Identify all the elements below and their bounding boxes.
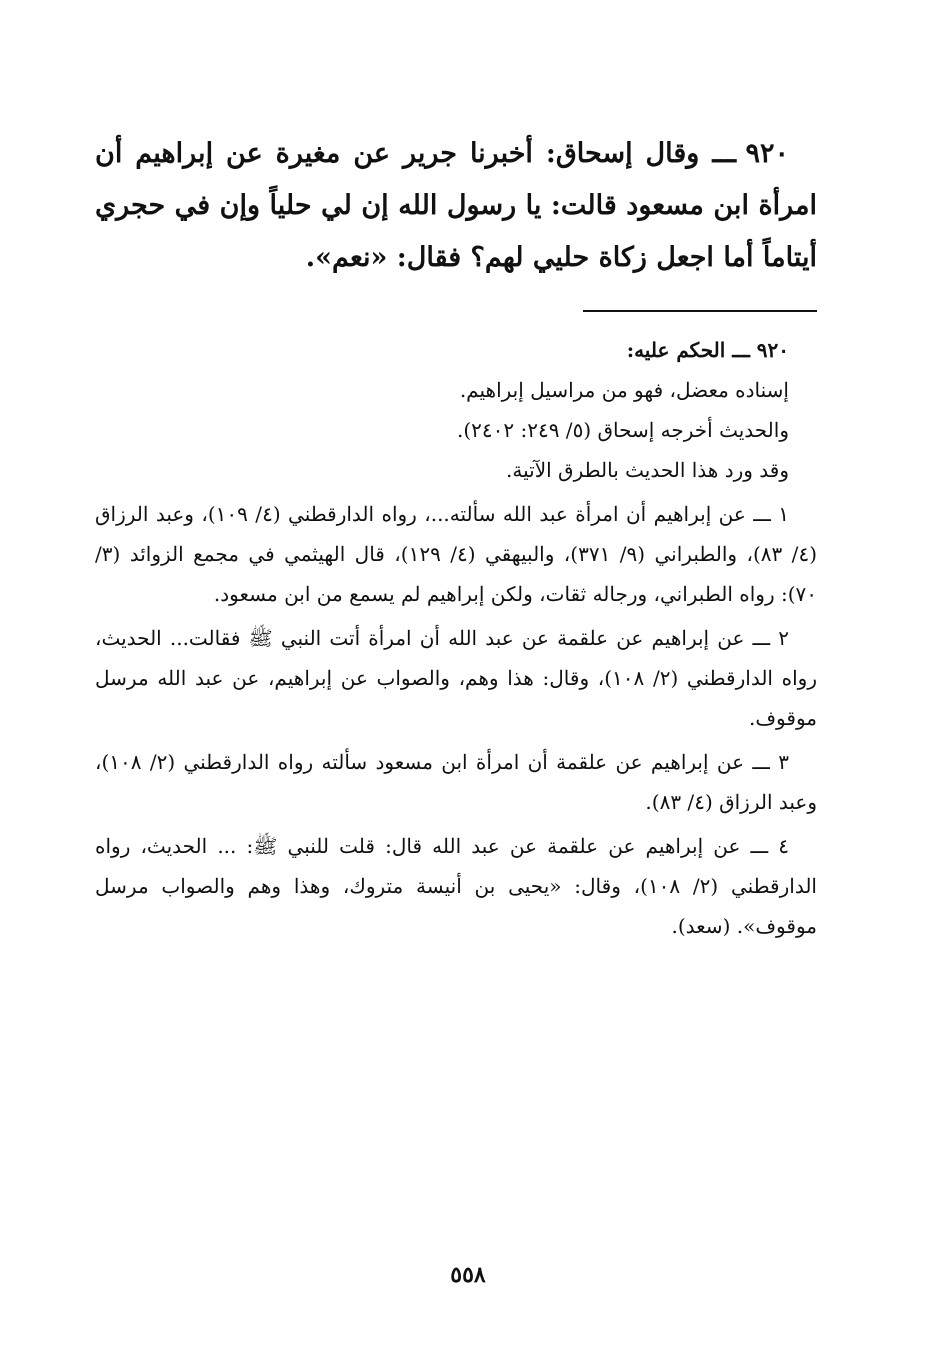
footnote-item-2: ٢ ـــ عن إبراهيم عن علقمة عن عبد الله أن امرأة أتت النبي ﷺ فقالت... الحديث، رواه الدارقطني (٢/ ١٠٨)، وقال: هذا وهم، والصواب عن إبراهيم، عن عبد الله مرسل موقوف.	[95, 626, 817, 730]
hadith-body: وقال إسحاق: أخبرنا جرير عن مغيرة عن إبراهيم أن امرأة ابن مسعود قالت: يا رسول الله إن لي حلياً وإن في حجري أيتاماً أما اجعل زكاة حليي لهم؟ فقال: «نعم».	[95, 138, 817, 273]
footnote-line: وقد ورد هذا الحديث بالطرق الآتية.	[506, 458, 789, 482]
footnote-item-1: ١ ـــ عن إبراهيم أن امرأة عبد الله سألته...، رواه الدارقطني (٤/ ١٠٩)، وعبد الرزاق (٤/ ٨٣)، والطبراني (٩/ ٣٧١)، والبيهقي (٤/ ١٢٩)، قال الهيثمي في مجمع الزوائد (٣/ ٧٠): رواه الطبراني، ورجاله ثقات، ولكن إبراهيم لم يسمع من ابن مسعود.	[95, 502, 817, 606]
footnote-item-4: ٤ ـــ عن إبراهيم عن علقمة عن عبد الله قال: قلت للنبي ﷺ: ... الحديث، رواه الدارقطني (٢/ ١٠٨)، وقال: «يحيى بن أنيسة متروك، وهذا وهم والصواب مرسل موقوف». (سعد).	[95, 834, 817, 938]
page-number: ٥٥٨	[450, 1262, 486, 1288]
footnote-line: والحديث أخرجه إسحاق (٥/ ٢٤٩: ٢٤٠٢).	[456, 418, 789, 442]
footnote-item-3: ٣ ـــ عن إبراهيم عن علقمة أن امرأة ابن مسعود سألته رواه الدارقطني (٢/ ١٠٨)، وعبد الرزاق (٤/ ٨٣).	[95, 750, 817, 814]
footnote-heading: ٩٢٠ ـــ الحكم عليه:	[626, 338, 789, 362]
footnote-section	[95, 330, 817, 946]
document-page	[95, 128, 817, 1308]
hadith-text	[95, 128, 817, 284]
hadith-number: ٩٢٠ ـــ	[712, 138, 789, 169]
footnote-line: إسناده معضل، فهو من مراسيل إبراهيم.	[459, 378, 789, 402]
footnote-divider	[583, 310, 817, 312]
